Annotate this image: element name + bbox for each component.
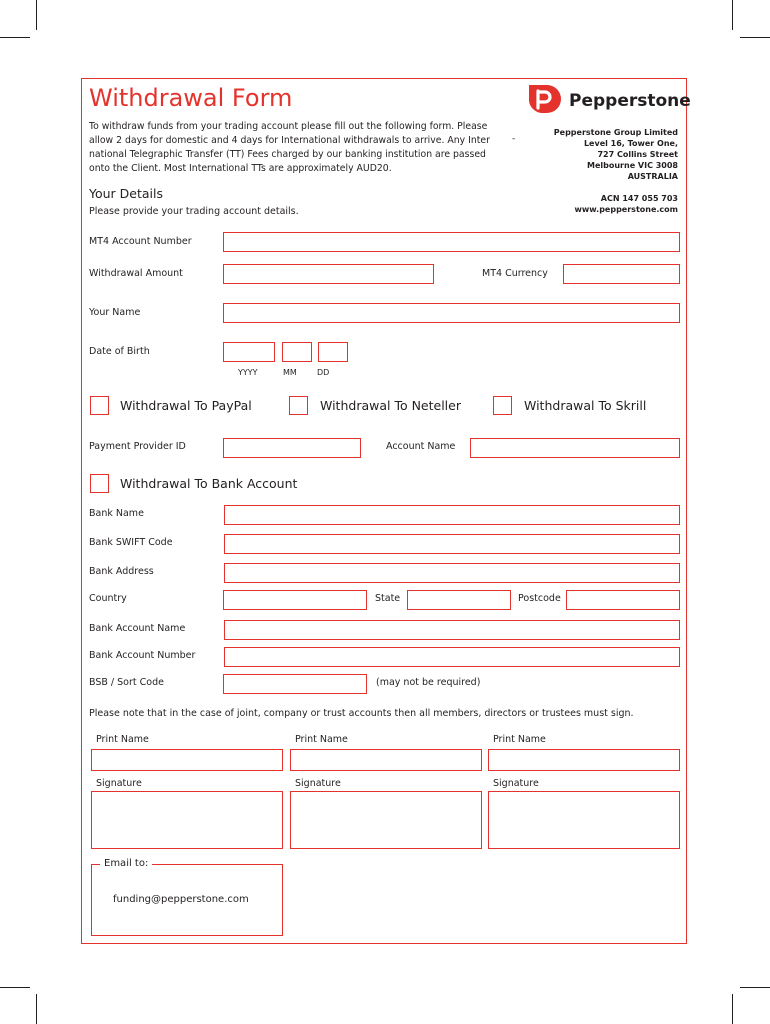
- postcode-input[interactable]: [566, 590, 680, 610]
- dob-day-hint: DD: [317, 368, 330, 377]
- signature-note: Please note that in the case of joint, company or trust accounts then all members, directors or trustees must sign.: [89, 708, 634, 719]
- email-address[interactable]: funding@pepperstone.com: [113, 894, 249, 905]
- section-your-details: Your Details: [89, 186, 163, 201]
- signature-label-3: Signature: [493, 778, 539, 789]
- your-name-input[interactable]: [223, 303, 680, 323]
- pepperstone-logo-icon: [527, 83, 563, 119]
- crop-mark: [740, 987, 770, 988]
- paypal-option-label: Withdrawal To PayPal: [120, 398, 252, 413]
- withdrawal-amount-input[interactable]: [223, 264, 434, 284]
- country-input[interactable]: [223, 590, 367, 610]
- date-of-birth-label: Date of Birth: [89, 346, 150, 357]
- bank-account-name-input[interactable]: [224, 620, 680, 640]
- print-name-input-2[interactable]: [290, 749, 482, 771]
- print-name-label-2: Print Name: [295, 734, 348, 745]
- print-name-label-1: Print Name: [96, 734, 149, 745]
- signature-box-1[interactable]: [91, 791, 283, 849]
- company-website: www.pepperstone.com: [574, 205, 678, 214]
- mt4-currency-input[interactable]: [563, 264, 680, 284]
- details-subtitle: Please provide your trading account details.: [89, 206, 299, 217]
- account-name-input[interactable]: [470, 438, 680, 458]
- neteller-checkbox[interactable]: [289, 396, 308, 415]
- dob-month-input[interactable]: [282, 342, 312, 362]
- skrill-checkbox[interactable]: [493, 396, 512, 415]
- bank-name-label: Bank Name: [89, 508, 144, 519]
- crop-mark: [732, 994, 733, 1024]
- signature-label-2: Signature: [295, 778, 341, 789]
- form-title: Withdrawal Form: [89, 84, 293, 112]
- company-name: Pepperstone Group Limited: [553, 128, 678, 137]
- crop-mark: [36, 0, 37, 30]
- state-input[interactable]: [407, 590, 511, 610]
- mt4-account-input[interactable]: [223, 232, 680, 252]
- bank-address-label: Bank Address: [89, 566, 154, 577]
- address-line: AUSTRALIA: [627, 172, 678, 181]
- dob-day-input[interactable]: [318, 342, 348, 362]
- state-label: State: [375, 593, 401, 604]
- crop-mark: [0, 987, 30, 988]
- signature-label-1: Signature: [96, 778, 142, 789]
- paypal-checkbox[interactable]: [90, 396, 109, 415]
- company-address: [554, 127, 678, 182]
- bank-swift-label: Bank SWIFT Code: [89, 537, 173, 548]
- intro-text: To withdraw funds from your trading account please fill out the following form. Please allow 2 days for domestic and 4 days for International withdrawals to arrive. Any Inter national Telegraphic Transfer (TT) Fees charged by our banking institution are passed onto the Client. Most International TTs are approximately AUD20.: [89, 121, 490, 174]
- print-name-input-3[interactable]: [488, 749, 680, 771]
- crop-mark: [732, 0, 733, 30]
- address-line: Level 16, Tower One,: [583, 139, 678, 148]
- your-name-label: Your Name: [89, 307, 141, 318]
- dob-year-hint: YYYY: [238, 368, 258, 377]
- company-registration: [575, 193, 679, 215]
- print-name-input-1[interactable]: [91, 749, 283, 771]
- postcode-label: Postcode: [518, 593, 561, 604]
- bank-account-option-label: Withdrawal To Bank Account: [120, 476, 298, 491]
- mt4-account-label: MT4 Account Number: [89, 236, 192, 247]
- pepperstone-logo: [527, 83, 691, 119]
- skrill-option-label: Withdrawal To Skrill: [524, 398, 647, 413]
- brand-name: Pepperstone: [569, 91, 691, 111]
- crop-mark: [0, 37, 30, 38]
- email-legend: Email to:: [100, 858, 152, 869]
- bank-account-number-label: Bank Account Number: [89, 650, 196, 661]
- bsb-sort-code-label: BSB / Sort Code: [89, 677, 164, 688]
- neteller-option-label: Withdrawal To Neteller: [320, 398, 461, 413]
- signature-box-2[interactable]: [290, 791, 482, 849]
- crop-mark: [740, 37, 770, 38]
- bsb-sort-code-input[interactable]: [223, 674, 367, 694]
- acn-number: ACN 147 055 703: [600, 194, 678, 203]
- country-label: Country: [89, 593, 127, 604]
- bank-name-input[interactable]: [224, 505, 680, 525]
- bsb-note: (may not be required): [376, 677, 481, 688]
- bank-account-name-label: Bank Account Name: [89, 623, 186, 634]
- dob-month-hint: MM: [283, 368, 297, 377]
- payment-provider-id-input[interactable]: [223, 438, 361, 458]
- bank-address-input[interactable]: [224, 563, 680, 583]
- crop-mark: [36, 994, 37, 1024]
- signature-box-3[interactable]: [488, 791, 680, 849]
- address-line: 727 Collins Street: [597, 150, 678, 159]
- bank-swift-input[interactable]: [224, 534, 680, 554]
- withdrawal-amount-label: Withdrawal Amount: [89, 268, 183, 279]
- payment-provider-id-label: Payment Provider ID: [89, 441, 186, 452]
- mt4-currency-label: MT4 Currency: [482, 268, 548, 279]
- account-name-label: Account Name: [386, 441, 456, 452]
- separator-dash: -: [512, 134, 516, 144]
- print-name-label-3: Print Name: [493, 734, 546, 745]
- dob-year-input[interactable]: [223, 342, 275, 362]
- bank-account-checkbox[interactable]: [90, 474, 109, 493]
- bank-account-number-input[interactable]: [224, 647, 680, 667]
- address-line: Melbourne VIC 3008: [587, 161, 678, 170]
